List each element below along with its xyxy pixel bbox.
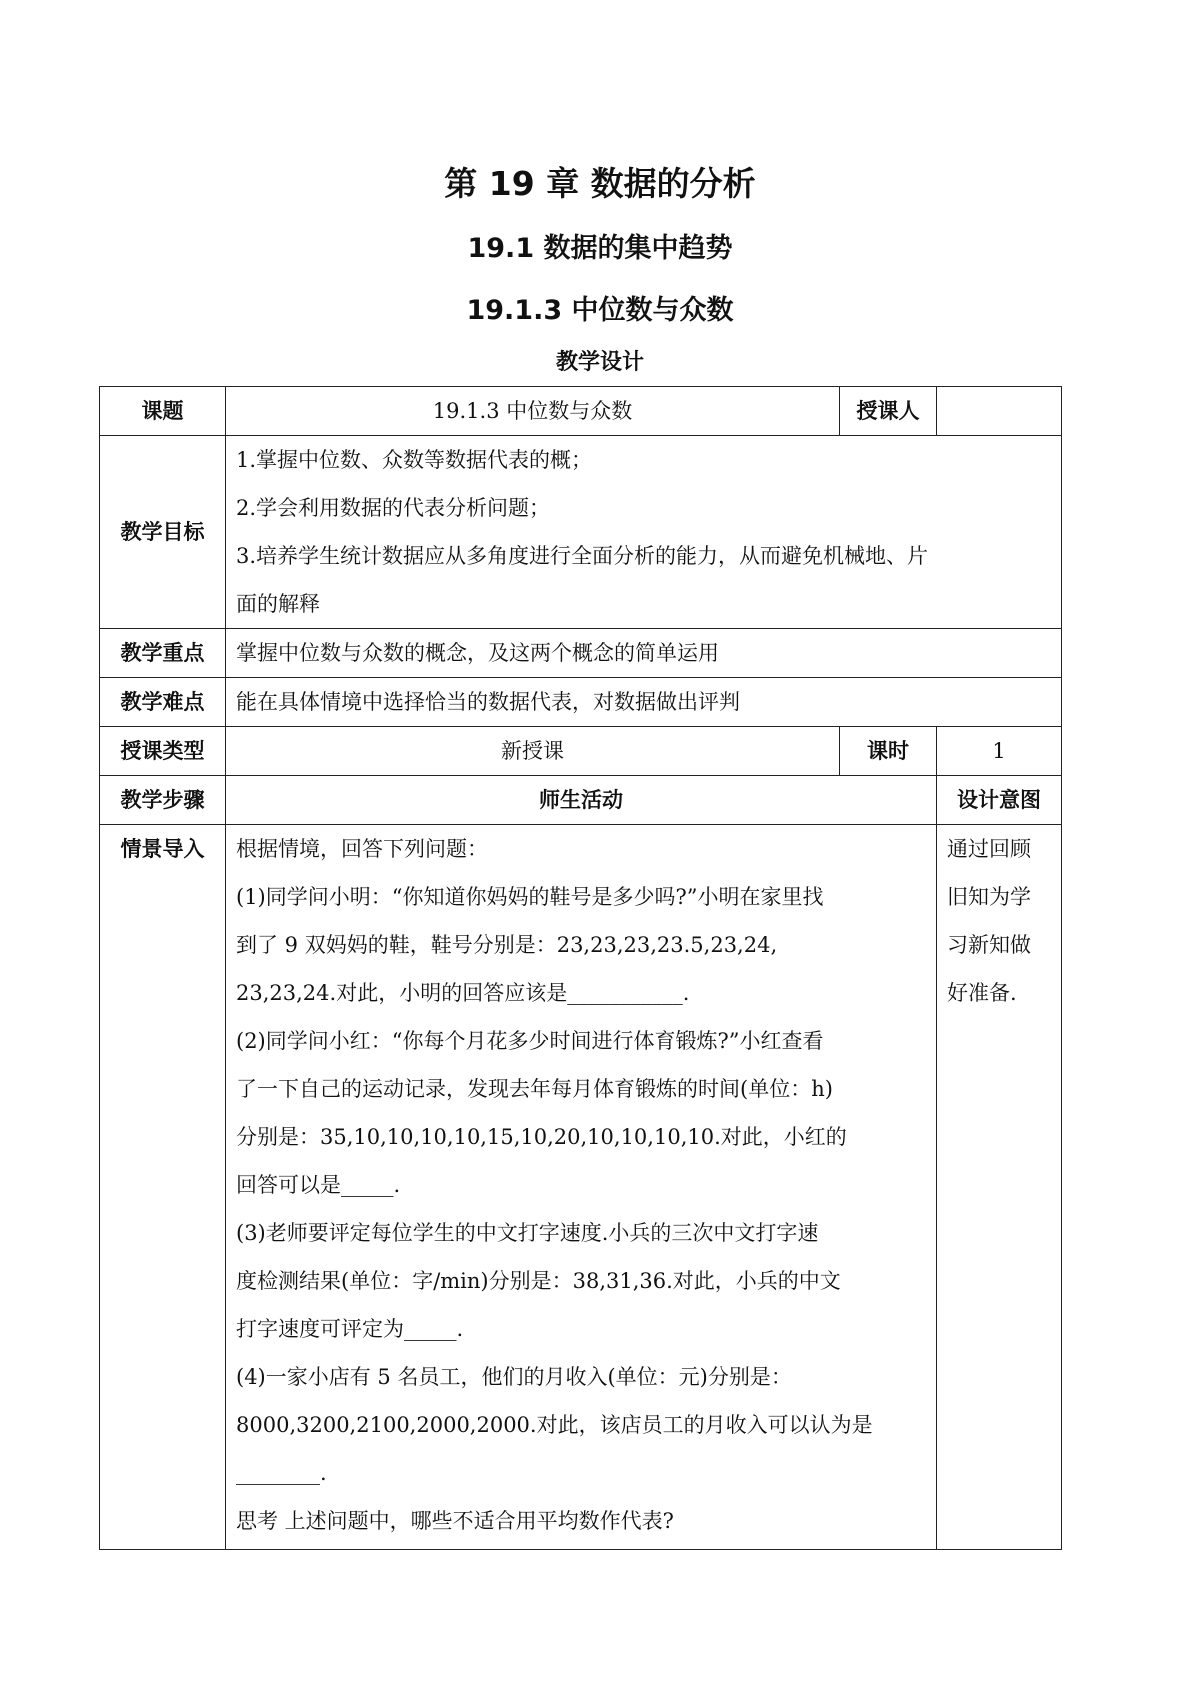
lesson-type-value: 新授课 <box>226 727 840 776</box>
goal-item: 1.掌握中位数、众数等数据代表的概； <box>236 448 593 472</box>
goal-item: 3.培养学生统计数据应从多角度进行全面分析的能力，从而避免机械地、片 <box>236 544 929 568</box>
intent-line: 旧知为学 <box>947 885 1031 909</box>
doc-type-heading: 教学设计 <box>555 350 644 375</box>
topic-value: 19.1.3 中位数与众数 <box>226 387 840 436</box>
activity-line: ________. <box>236 1461 327 1485</box>
goals-row <box>100 436 1062 629</box>
intent-label: 设计意图 <box>937 776 1062 825</box>
intent-line: 通过回顾 <box>947 837 1031 861</box>
subsection-title: 19.1.3 中位数与众数 <box>466 295 734 326</box>
lesson-type-label: 授课类型 <box>100 727 226 776</box>
key-points-row <box>100 629 1062 678</box>
class-hours-value: 1 <box>937 727 1062 776</box>
lesson-plan-table <box>99 386 1062 1550</box>
activity-line: 根据情境，回答下列问题： <box>236 837 488 861</box>
activity-line: (2)同学问小红：“你每个月花多少时间进行体育锻炼?”小红查看 <box>236 1029 824 1053</box>
goals-label: 教学目标 <box>100 436 226 629</box>
chapter-title: 第 19 章 数据的分析 <box>444 164 756 203</box>
activity-line: (4)一家小店有 5 名员工，他们的月收入(单位：元)分别是： <box>236 1365 792 1389</box>
topic-label: 课题 <box>100 387 226 436</box>
activity-line: 分别是：35,10,10,10,10,15,10,20,10,10,10,10.对此，小红的 <box>236 1125 847 1149</box>
difficulty-row <box>100 678 1062 727</box>
steps-label: 教学步骤 <box>100 776 226 825</box>
activity-line: 到了 9 双妈妈的鞋，鞋号分别是：23,23,23,23.5,23,24, <box>236 933 778 957</box>
steps-header-row <box>100 776 1062 825</box>
difficulty-label: 教学难点 <box>100 678 226 727</box>
class-hours-label: 课时 <box>840 727 937 776</box>
topic-row <box>100 387 1062 436</box>
goal-item: 面的解释 <box>236 592 320 616</box>
intent-line: 习新知做 <box>947 933 1031 957</box>
teacher-value <box>937 387 1062 436</box>
activity-label: 师生活动 <box>226 776 937 825</box>
activity-line: 8000,3200,2100,2000,2000.对此，该店员工的月收入可以认为是 <box>236 1413 873 1437</box>
step1-intent <box>937 825 1062 1550</box>
activity-line: 打字速度可评定为_____. <box>236 1317 464 1341</box>
step1-row <box>100 825 1062 1550</box>
activity-line: (3)老师要评定每位学生的中文打字速度.小兵的三次中文打字速 <box>236 1221 819 1245</box>
activity-line: 了一下自己的运动记录，发现去年每月体育锻炼的时间(单位：h) <box>236 1077 833 1101</box>
intent-line: 好准备. <box>947 981 1017 1005</box>
section-title: 19.1 数据的集中趋势 <box>467 233 733 264</box>
activity-line: (1)同学问小明：“你知道你妈妈的鞋号是多少吗?”小明在家里找 <box>236 885 824 909</box>
activity-line: 度检测结果(单位：字/min)分别是：38,31,36.对此，小兵的中文 <box>236 1269 841 1293</box>
step1-label: 情景导入 <box>100 825 226 1550</box>
step1-activity <box>226 825 937 1550</box>
teacher-label: 授课人 <box>840 387 937 436</box>
lesson-type-row <box>100 727 1062 776</box>
key-points-label: 教学重点 <box>100 629 226 678</box>
goal-item: 2.学会利用数据的代表分析问题； <box>236 496 551 520</box>
goals-cell <box>226 436 1062 629</box>
activity-line: 回答可以是_____. <box>236 1173 401 1197</box>
difficulty-value: 能在具体情境中选择恰当的数据代表，对数据做出评判 <box>226 678 1062 727</box>
activity-line: 思考 上述问题中，哪些不适合用平均数作代表? <box>236 1509 674 1533</box>
key-points-value: 掌握中位数与众数的概念，及这两个概念的简单运用 <box>226 629 1062 678</box>
activity-line: 23,23,24.对此，小明的回答应该是___________. <box>236 981 690 1005</box>
